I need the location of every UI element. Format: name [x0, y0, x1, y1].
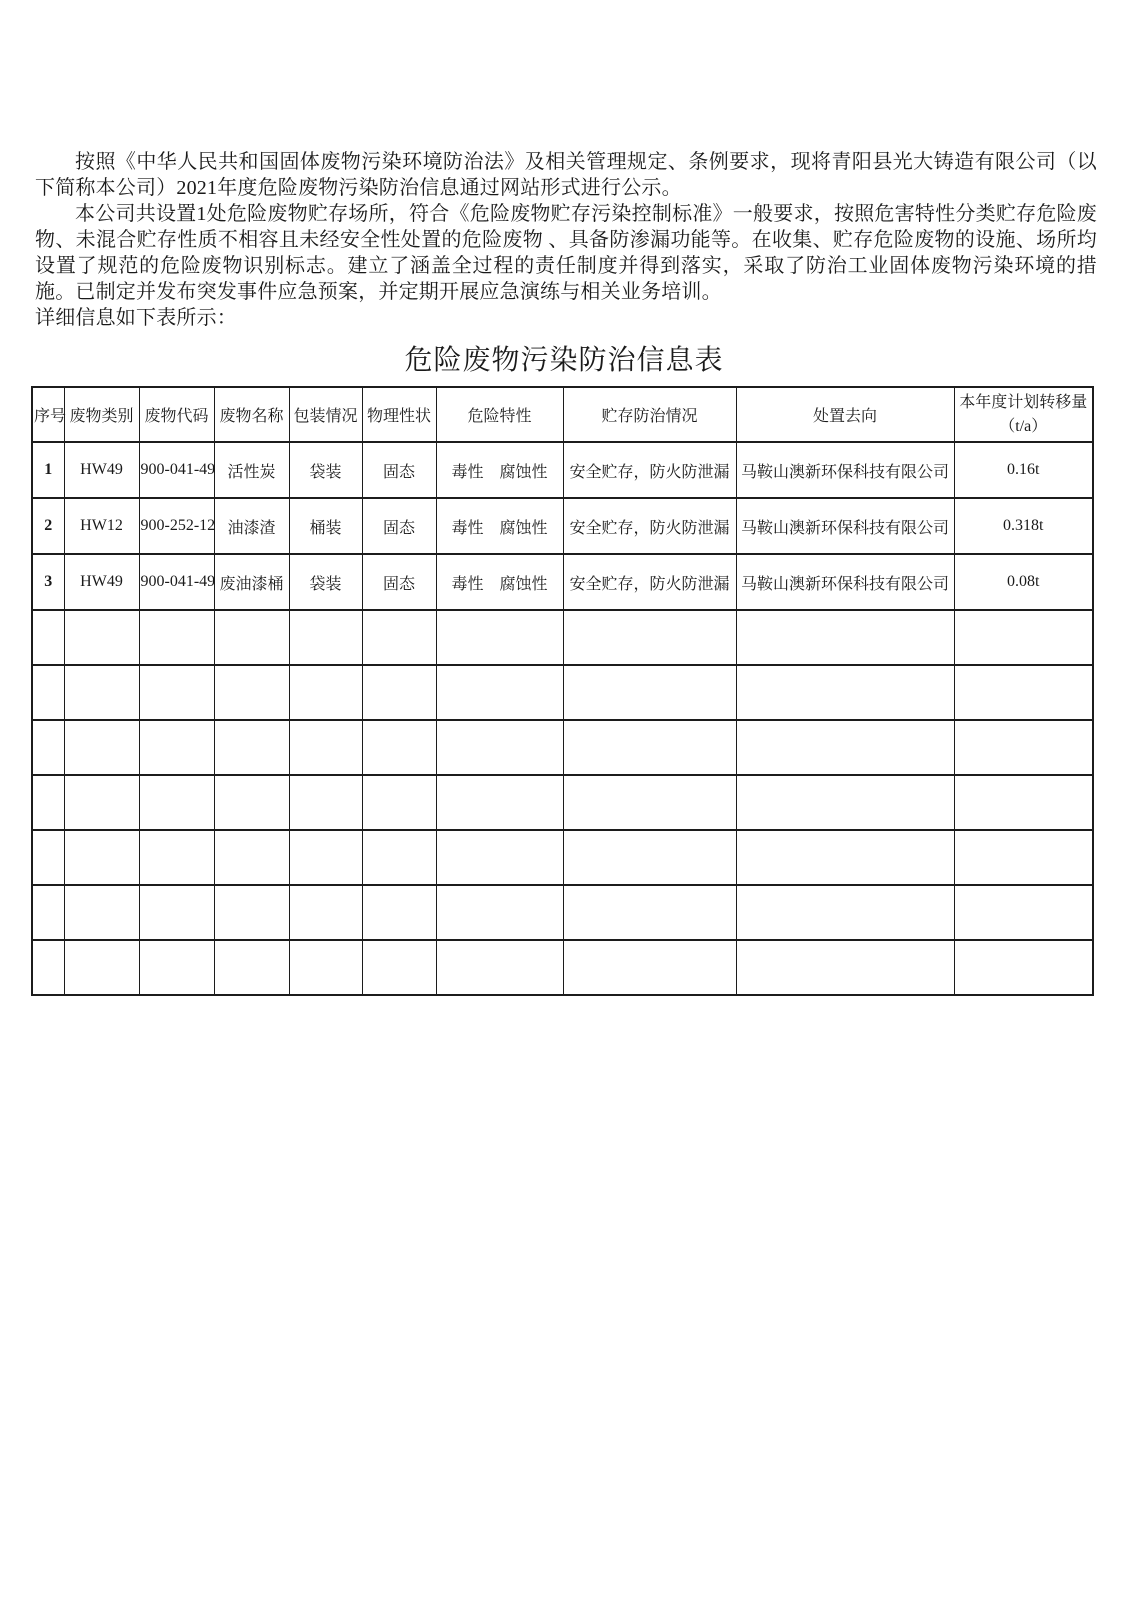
empty-cell — [32, 775, 64, 830]
empty-cell — [139, 885, 214, 940]
empty-cell — [736, 830, 954, 885]
cell-waste-category: HW12 — [64, 498, 139, 554]
empty-cell — [214, 610, 289, 665]
empty-cell — [64, 610, 139, 665]
empty-cell — [64, 720, 139, 775]
empty-cell — [436, 885, 563, 940]
empty-table-row — [32, 610, 1093, 665]
empty-cell — [563, 885, 736, 940]
empty-cell — [139, 665, 214, 720]
empty-cell — [139, 940, 214, 995]
cell-planned-transfer: 0.16t — [954, 442, 1093, 498]
empty-cell — [32, 665, 64, 720]
empty-cell — [954, 610, 1093, 665]
cell-seq: 3 — [32, 554, 64, 610]
empty-cell — [362, 885, 436, 940]
empty-table-row — [32, 775, 1093, 830]
cell-waste-code: 900-041-49 — [139, 442, 214, 498]
empty-cell — [954, 775, 1093, 830]
empty-cell — [139, 720, 214, 775]
cell-hazard-traits: 毒性 腐蚀性 — [436, 498, 563, 554]
cell-storage-control: 安全贮存，防火防泄漏 — [563, 554, 736, 610]
empty-cell — [954, 665, 1093, 720]
cell-waste-code: 900-252-12 — [139, 498, 214, 554]
empty-cell — [289, 775, 362, 830]
cell-physical-state: 固态 — [362, 442, 436, 498]
empty-cell — [64, 830, 139, 885]
cell-waste-name: 活性炭 — [214, 442, 289, 498]
empty-cell — [362, 610, 436, 665]
empty-table-row — [32, 830, 1093, 885]
empty-table-row — [32, 665, 1093, 720]
cell-waste-code: 900-041-49 — [139, 554, 214, 610]
table-header-row — [32, 387, 1093, 442]
empty-cell — [289, 885, 362, 940]
empty-cell — [289, 665, 362, 720]
empty-cell — [563, 830, 736, 885]
table-body — [32, 442, 1093, 995]
empty-cell — [214, 830, 289, 885]
empty-cell — [139, 830, 214, 885]
empty-cell — [436, 775, 563, 830]
header-cell-physical-state: 物理性状 — [362, 387, 436, 442]
empty-cell — [736, 885, 954, 940]
cell-physical-state: 固态 — [362, 498, 436, 554]
intro-paragraph-1: 按照《中华人民共和国固体废物污染环境防治法》及相关管理规定、条例要求，现将青阳县光大铸造有限公司（以下简称本公司）2021年度危险废物污染防治信息通过网站形式进行公示。 — [35, 151, 1097, 199]
cell-packaging: 袋装 — [289, 442, 362, 498]
cell-waste-name: 油漆渣 — [214, 498, 289, 554]
empty-cell — [563, 610, 736, 665]
header-cell-planned-transfer: 本年度计划转移量（t/a） — [954, 387, 1093, 442]
empty-cell — [436, 665, 563, 720]
empty-cell — [736, 610, 954, 665]
cell-storage-control: 安全贮存，防火防泄漏 — [563, 498, 736, 554]
intro-paragraph-2: 本公司共设置1处危险废物贮存场所，符合《危险废物贮存污染控制标准》一般要求，按照危害特性分类贮存危险废物、未混合贮存性质不相容且未经安全性处置的危险废物 、具备防渗漏功能等。在收集、贮存危险废物的设施、场所均设置了规范的危险废物识别标志。建立了涵盖全过程的责任制度并得到落实，采取了防治工业固体废物污染环境的措施。已制定并发布突发事件应急预案，并定期开展应急演练与相关业务培训。 — [35, 203, 1097, 303]
cell-planned-transfer: 0.318t — [954, 498, 1093, 554]
header-cell-storage-control: 贮存防治情况 — [563, 387, 736, 442]
empty-cell — [362, 775, 436, 830]
cell-physical-state: 固态 — [362, 554, 436, 610]
empty-cell — [362, 720, 436, 775]
table-row — [32, 442, 1093, 498]
header-cell-disposal-destination: 处置去向 — [736, 387, 954, 442]
empty-cell — [64, 775, 139, 830]
empty-cell — [32, 885, 64, 940]
header-cell-hazard-traits: 危险特性 — [436, 387, 563, 442]
header-cell-waste-name: 废物名称 — [214, 387, 289, 442]
empty-cell — [32, 940, 64, 995]
empty-cell — [362, 665, 436, 720]
empty-cell — [954, 940, 1093, 995]
empty-cell — [436, 720, 563, 775]
empty-cell — [32, 720, 64, 775]
empty-cell — [64, 940, 139, 995]
cell-storage-control: 安全贮存，防火防泄漏 — [563, 442, 736, 498]
empty-cell — [214, 720, 289, 775]
header-cell-waste-code: 废物代码 — [139, 387, 214, 442]
empty-cell — [436, 940, 563, 995]
empty-cell — [64, 665, 139, 720]
cell-waste-category: HW49 — [64, 554, 139, 610]
empty-cell — [954, 830, 1093, 885]
empty-cell — [32, 610, 64, 665]
empty-cell — [64, 885, 139, 940]
empty-table-row — [32, 940, 1093, 995]
empty-table-row — [32, 720, 1093, 775]
empty-cell — [563, 720, 736, 775]
empty-cell — [289, 940, 362, 995]
empty-cell — [32, 830, 64, 885]
empty-cell — [362, 940, 436, 995]
cell-seq: 2 — [32, 498, 64, 554]
cell-disposal-destination: 马鞍山澳新环保科技有限公司 — [736, 498, 954, 554]
empty-cell — [436, 610, 563, 665]
empty-cell — [736, 775, 954, 830]
cell-hazard-traits: 毒性 腐蚀性 — [436, 442, 563, 498]
cell-planned-transfer: 0.08t — [954, 554, 1093, 610]
empty-cell — [362, 830, 436, 885]
cell-packaging: 袋装 — [289, 554, 362, 610]
empty-cell — [563, 940, 736, 995]
empty-cell — [436, 830, 563, 885]
table-intro-line: 详细信息如下表所示： — [35, 307, 237, 329]
empty-cell — [214, 940, 289, 995]
empty-cell — [563, 775, 736, 830]
empty-cell — [139, 610, 214, 665]
empty-cell — [736, 665, 954, 720]
empty-cell — [289, 830, 362, 885]
empty-cell — [214, 665, 289, 720]
empty-cell — [289, 610, 362, 665]
empty-cell — [563, 665, 736, 720]
table-row — [32, 498, 1093, 554]
empty-cell — [139, 775, 214, 830]
cell-packaging: 桶装 — [289, 498, 362, 554]
empty-cell — [214, 775, 289, 830]
header-cell-waste-category: 废物类别 — [64, 387, 139, 442]
cell-waste-name: 废油漆桶 — [214, 554, 289, 610]
header-cell-packaging: 包装情况 — [289, 387, 362, 442]
cell-disposal-destination: 马鞍山澳新环保科技有限公司 — [736, 554, 954, 610]
empty-cell — [736, 720, 954, 775]
cell-disposal-destination: 马鞍山澳新环保科技有限公司 — [736, 442, 954, 498]
hazardous-waste-info-table — [31, 386, 1094, 996]
empty-cell — [289, 720, 362, 775]
empty-table-row — [32, 885, 1093, 940]
cell-seq: 1 — [32, 442, 64, 498]
table-title: 危险废物污染防治信息表 — [404, 345, 724, 376]
empty-cell — [954, 720, 1093, 775]
cell-hazard-traits: 毒性 腐蚀性 — [436, 554, 563, 610]
empty-cell — [736, 940, 954, 995]
empty-cell — [214, 885, 289, 940]
cell-waste-category: HW49 — [64, 442, 139, 498]
empty-cell — [954, 885, 1093, 940]
table-row — [32, 554, 1093, 610]
header-cell-seq: 序号 — [32, 387, 64, 442]
